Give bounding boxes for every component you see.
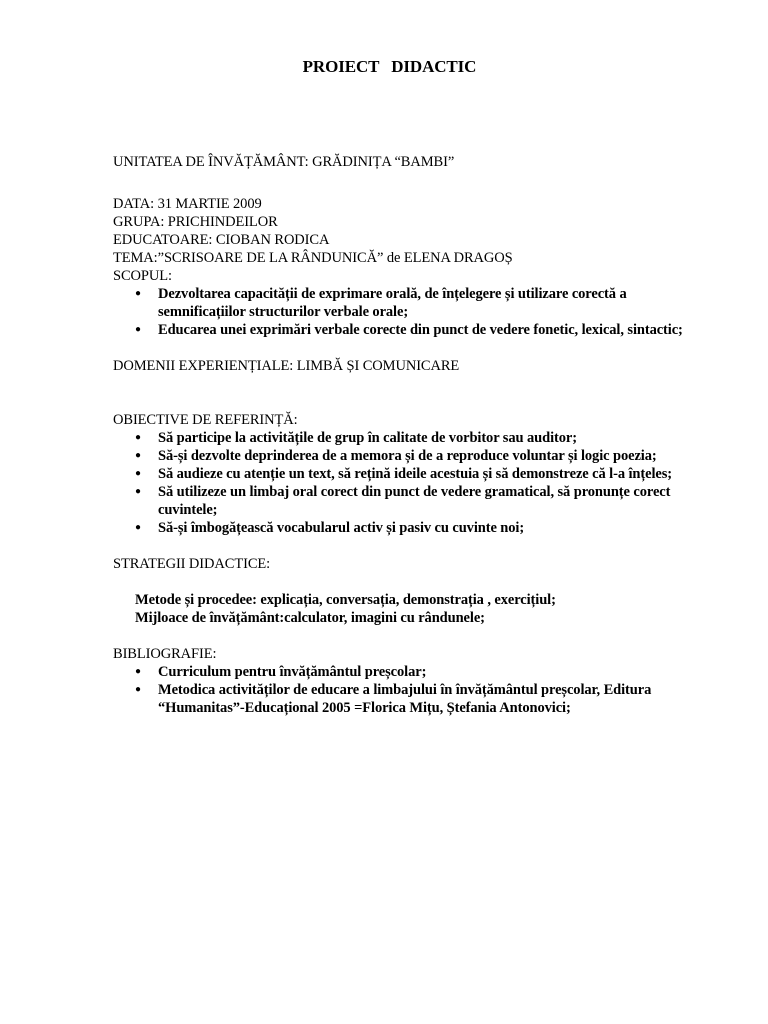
list-item: ● Curriculum pentru învățământul preșcolar; <box>135 663 708 681</box>
educator-line: EDUCATOARE: CIOBAN RODICA <box>113 232 330 248</box>
domains-line: DOMENII EXPERIENȚIALE: LIMBĂ ȘI COMUNICARE <box>113 358 460 374</box>
page-title: PROIECT DIDACTIC <box>302 57 477 76</box>
means-line: Mijloace de învățământ:calculator, imagini cu rândunele; <box>135 610 485 626</box>
theme-line <box>113 249 708 267</box>
objectives-list <box>113 429 708 537</box>
methods-line: Metode și procedee: explicația, conversația, demonstrația , exercițiul; <box>135 592 556 608</box>
bibliography-heading: BIBLIOGRAFIE: <box>113 646 217 662</box>
objectives-heading: OBIECTIVE DE REFERINȚĂ: <box>113 412 298 428</box>
date-line <box>113 195 708 213</box>
strategies-block <box>113 591 708 627</box>
scope-heading: SCOPUL: <box>113 268 172 284</box>
list-item: ● Metodica activităților de educare a limbajului în învățământul preșcolar, Editura “Humanitas”-Educațional 2005 =Florica Mițu, Ștefania Antonovici; <box>135 681 708 717</box>
list-item: ● Dezvoltarea capacității de exprimare orală, de înțelegere și utilizare corectă a semnificațiilor structurilor verbale orale; <box>135 285 708 321</box>
list-item: ● Să-și dezvolte deprinderea de a memora și de a reproduce voluntar și logic poezia; <box>135 447 708 465</box>
bibliography-list <box>113 663 708 717</box>
list-item: ● Să utilizeze un limbaj oral corect din punct de vedere gramatical, să pronunțe corect cuvintele; <box>135 483 708 519</box>
date-label: DATA <box>113 196 151 212</box>
school-unit: UNITATEA DE ÎNVĂȚĂMÂNT: GRĂDINIȚA “BAMBI” <box>113 154 455 170</box>
list-item: ● Să-și îmbogățească vocabularul activ și pasiv cu cuvinte noi; <box>135 519 708 537</box>
date-value: : 31 MARTIE 2009 <box>150 196 262 212</box>
theme-label: TEMA:”SCRISOARE DE LA RÂNDUNICĂ” <box>113 250 384 266</box>
list-item: ● Să participe la activitățile de grup în calitate de vorbitor sau auditor; <box>135 429 708 447</box>
list-item: ● Educarea unei exprimări verbale corecte din punct de vedere fonetic, lexical, sintactic; <box>135 321 708 339</box>
strategies-heading: STRATEGII DIDACTICE: <box>113 556 271 572</box>
group-line: GRUPA: PRICHINDEILOR <box>113 214 278 230</box>
scope-list <box>113 285 708 339</box>
list-item: ● Să audieze cu atenție un text, să rețină ideile acestuia și să demonstreze că l-a înțeles; <box>135 465 708 483</box>
theme-author: de ELENA DRAGOȘ <box>383 250 513 266</box>
